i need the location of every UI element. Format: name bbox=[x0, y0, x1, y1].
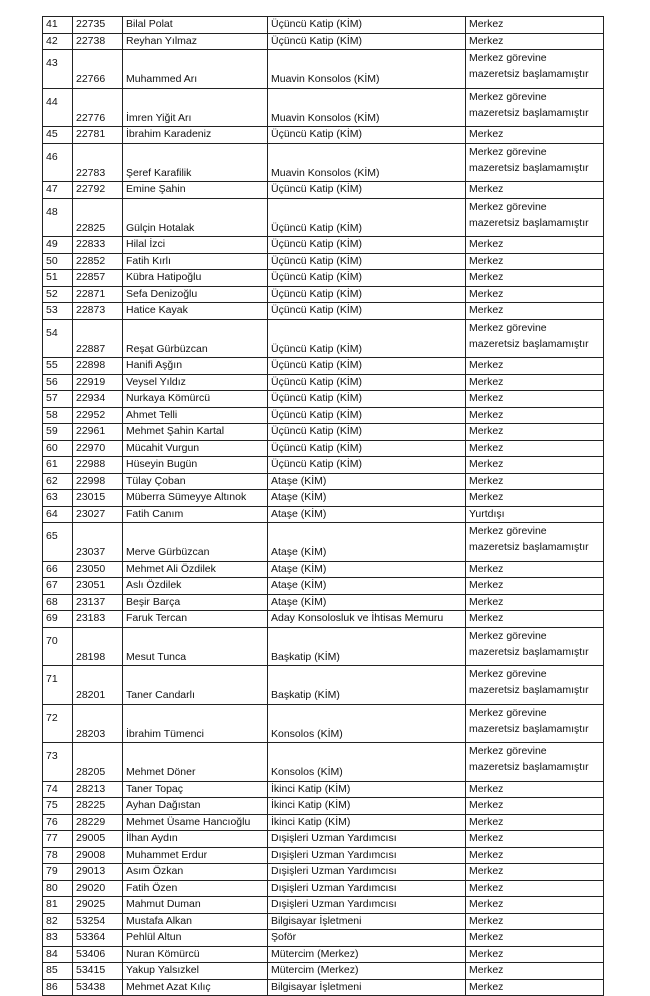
row-number-cell: 47 bbox=[43, 182, 73, 199]
table-row bbox=[43, 127, 604, 144]
row-number-cell: 70 bbox=[43, 627, 73, 666]
registry-number-cell: 22961 bbox=[73, 424, 123, 441]
status-cell: Merkez görevine mazeretsiz başlamamıştır bbox=[466, 143, 604, 182]
status-cell: Merkez bbox=[466, 424, 604, 441]
row-number-cell: 82 bbox=[43, 913, 73, 930]
job-title-cell: Ataşe (KİM) bbox=[268, 578, 466, 595]
row-number-cell: 79 bbox=[43, 864, 73, 881]
job-title-cell: Üçüncü Katip (KİM) bbox=[268, 127, 466, 144]
name-cell: Ayhan Dağıstan bbox=[123, 798, 268, 815]
name-cell: Mehmet Ali Özdilek bbox=[123, 561, 268, 578]
table-row bbox=[43, 50, 604, 89]
registry-number-cell: 22776 bbox=[73, 88, 123, 127]
registry-number-cell: 28198 bbox=[73, 627, 123, 666]
registry-number-cell: 22934 bbox=[73, 391, 123, 408]
job-title-cell: Şoför bbox=[268, 930, 466, 947]
registry-number-cell: 22970 bbox=[73, 440, 123, 457]
name-cell: Taner Candarlı bbox=[123, 666, 268, 705]
status-cell: Merkez bbox=[466, 781, 604, 798]
name-cell: Muhammet Erdur bbox=[123, 847, 268, 864]
registry-number-cell: 22871 bbox=[73, 286, 123, 303]
registry-number-cell: 22833 bbox=[73, 237, 123, 254]
table-row bbox=[43, 286, 604, 303]
name-cell: Faruk Tercan bbox=[123, 611, 268, 628]
row-number-cell: 72 bbox=[43, 704, 73, 743]
name-cell: Hüseyin Bugün bbox=[123, 457, 268, 474]
job-title-cell: Üçüncü Katip (KİM) bbox=[268, 391, 466, 408]
table-row bbox=[43, 743, 604, 782]
name-cell: Kübra Hatipoğlu bbox=[123, 270, 268, 287]
status-cell: Merkez bbox=[466, 490, 604, 507]
name-cell: Fatih Özen bbox=[123, 880, 268, 897]
status-cell: Merkez bbox=[466, 17, 604, 34]
registry-number-cell: 23015 bbox=[73, 490, 123, 507]
registry-number-cell: 22735 bbox=[73, 17, 123, 34]
table-row bbox=[43, 457, 604, 474]
status-cell: Merkez bbox=[466, 880, 604, 897]
status-cell: Merkez görevine mazeretsiz başlamamıştır bbox=[466, 50, 604, 89]
registry-number-cell: 29005 bbox=[73, 831, 123, 848]
name-cell: Bilal Polat bbox=[123, 17, 268, 34]
table-row bbox=[43, 506, 604, 523]
name-cell: Veysel Yıldız bbox=[123, 374, 268, 391]
table-row bbox=[43, 523, 604, 562]
row-number-cell: 71 bbox=[43, 666, 73, 705]
status-cell: Merkez bbox=[466, 897, 604, 914]
table-row bbox=[43, 374, 604, 391]
job-title-cell: Üçüncü Katip (KİM) bbox=[268, 440, 466, 457]
name-cell: Müberra Sümeyye Altınok bbox=[123, 490, 268, 507]
row-number-cell: 42 bbox=[43, 33, 73, 50]
table-row bbox=[43, 440, 604, 457]
table-row bbox=[43, 17, 604, 34]
row-number-cell: 55 bbox=[43, 358, 73, 375]
row-number-cell: 56 bbox=[43, 374, 73, 391]
name-cell: Merve Gürbüzcan bbox=[123, 523, 268, 562]
table-row bbox=[43, 473, 604, 490]
job-title-cell: Dışişleri Uzman Yardımcısı bbox=[268, 880, 466, 897]
status-cell: Merkez bbox=[466, 253, 604, 270]
job-title-cell: Üçüncü Katip (KİM) bbox=[268, 270, 466, 287]
table-row bbox=[43, 198, 604, 237]
row-number-cell: 41 bbox=[43, 17, 73, 34]
registry-number-cell: 28225 bbox=[73, 798, 123, 815]
registry-number-cell: 22988 bbox=[73, 457, 123, 474]
table-row bbox=[43, 182, 604, 199]
table-row bbox=[43, 627, 604, 666]
table-row bbox=[43, 237, 604, 254]
name-cell: Mehmet Şahin Kartal bbox=[123, 424, 268, 441]
status-cell: Merkez bbox=[466, 946, 604, 963]
job-title-cell: Bilgisayar İşletmeni bbox=[268, 913, 466, 930]
status-cell: Merkez bbox=[466, 930, 604, 947]
job-title-cell: Ataşe (KİM) bbox=[268, 490, 466, 507]
row-number-cell: 54 bbox=[43, 319, 73, 358]
registry-number-cell: 28203 bbox=[73, 704, 123, 743]
status-cell: Merkez bbox=[466, 611, 604, 628]
job-title-cell: Ataşe (KİM) bbox=[268, 523, 466, 562]
table-row bbox=[43, 897, 604, 914]
registry-number-cell: 23050 bbox=[73, 561, 123, 578]
job-title-cell: Ataşe (KİM) bbox=[268, 594, 466, 611]
name-cell: Şeref Karafilik bbox=[123, 143, 268, 182]
job-title-cell: İkinci Katip (KİM) bbox=[268, 814, 466, 831]
job-title-cell: Üçüncü Katip (KİM) bbox=[268, 182, 466, 199]
table-row bbox=[43, 814, 604, 831]
job-title-cell: Dışişleri Uzman Yardımcısı bbox=[268, 864, 466, 881]
table-row bbox=[43, 880, 604, 897]
name-cell: Reşat Gürbüzcan bbox=[123, 319, 268, 358]
registry-number-cell: 22952 bbox=[73, 407, 123, 424]
status-cell: Merkez bbox=[466, 391, 604, 408]
job-title-cell: Ataşe (KİM) bbox=[268, 473, 466, 490]
name-cell: Fatih Canım bbox=[123, 506, 268, 523]
registry-number-cell: 29013 bbox=[73, 864, 123, 881]
status-cell: Yurtdışı bbox=[466, 506, 604, 523]
name-cell: Beşir Barça bbox=[123, 594, 268, 611]
registry-number-cell: 23137 bbox=[73, 594, 123, 611]
row-number-cell: 53 bbox=[43, 303, 73, 320]
table-row bbox=[43, 303, 604, 320]
registry-number-cell: 22857 bbox=[73, 270, 123, 287]
registry-number-cell: 22919 bbox=[73, 374, 123, 391]
name-cell: Mehmet Azat Kılıç bbox=[123, 979, 268, 996]
registry-number-cell: 29008 bbox=[73, 847, 123, 864]
table-row bbox=[43, 561, 604, 578]
job-title-cell: Muavin Konsolos (KİM) bbox=[268, 143, 466, 182]
job-title-cell: Başkatip (KİM) bbox=[268, 627, 466, 666]
registry-number-cell: 23051 bbox=[73, 578, 123, 595]
row-number-cell: 77 bbox=[43, 831, 73, 848]
registry-number-cell: 23037 bbox=[73, 523, 123, 562]
name-cell: Reyhan Yılmaz bbox=[123, 33, 268, 50]
job-title-cell: Üçüncü Katip (KİM) bbox=[268, 33, 466, 50]
registry-number-cell: 22852 bbox=[73, 253, 123, 270]
job-title-cell: Üçüncü Katip (KİM) bbox=[268, 457, 466, 474]
row-number-cell: 61 bbox=[43, 457, 73, 474]
name-cell: İbrahim Karadeniz bbox=[123, 127, 268, 144]
name-cell: Mücahit Vurgun bbox=[123, 440, 268, 457]
registry-number-cell: 28205 bbox=[73, 743, 123, 782]
name-cell: Pehlül Altun bbox=[123, 930, 268, 947]
job-title-cell: İkinci Katip (KİM) bbox=[268, 798, 466, 815]
job-title-cell: Üçüncü Katip (KİM) bbox=[268, 374, 466, 391]
job-title-cell: Üçüncü Katip (KİM) bbox=[268, 358, 466, 375]
row-number-cell: 80 bbox=[43, 880, 73, 897]
registry-number-cell: 53254 bbox=[73, 913, 123, 930]
status-cell: Merkez bbox=[466, 270, 604, 287]
name-cell: Nurkaya Kömürcü bbox=[123, 391, 268, 408]
table-row bbox=[43, 594, 604, 611]
registry-number-cell: 22766 bbox=[73, 50, 123, 89]
row-number-cell: 76 bbox=[43, 814, 73, 831]
row-number-cell: 69 bbox=[43, 611, 73, 628]
name-cell: İmren Yiğit Arı bbox=[123, 88, 268, 127]
registry-number-cell: 22781 bbox=[73, 127, 123, 144]
status-cell: Merkez görevine mazeretsiz başlamamıştır bbox=[466, 704, 604, 743]
job-title-cell: Konsolos (KİM) bbox=[268, 743, 466, 782]
name-cell: Hanifi Aşğın bbox=[123, 358, 268, 375]
row-number-cell: 52 bbox=[43, 286, 73, 303]
status-cell: Merkez görevine mazeretsiz başlamamıştır bbox=[466, 743, 604, 782]
row-number-cell: 50 bbox=[43, 253, 73, 270]
status-cell: Merkez bbox=[466, 440, 604, 457]
job-title-cell: Mütercim (Merkez) bbox=[268, 963, 466, 980]
status-cell: Merkez görevine mazeretsiz başlamamıştır bbox=[466, 666, 604, 705]
table-row bbox=[43, 33, 604, 50]
table-row bbox=[43, 946, 604, 963]
status-cell: Merkez görevine mazeretsiz başlamamıştır bbox=[466, 198, 604, 237]
job-title-cell: Üçüncü Katip (KİM) bbox=[268, 286, 466, 303]
status-cell: Merkez bbox=[466, 303, 604, 320]
registry-number-cell: 22898 bbox=[73, 358, 123, 375]
status-cell: Merkez bbox=[466, 979, 604, 996]
name-cell: Aslı Özdilek bbox=[123, 578, 268, 595]
row-number-cell: 75 bbox=[43, 798, 73, 815]
row-number-cell: 48 bbox=[43, 198, 73, 237]
table-row bbox=[43, 490, 604, 507]
row-number-cell: 66 bbox=[43, 561, 73, 578]
status-cell: Merkez görevine mazeretsiz başlamamıştır bbox=[466, 319, 604, 358]
registry-number-cell: 22873 bbox=[73, 303, 123, 320]
status-cell: Merkez bbox=[466, 831, 604, 848]
table-row bbox=[43, 407, 604, 424]
name-cell: Tülay Çoban bbox=[123, 473, 268, 490]
row-number-cell: 44 bbox=[43, 88, 73, 127]
row-number-cell: 62 bbox=[43, 473, 73, 490]
status-cell: Merkez bbox=[466, 286, 604, 303]
row-number-cell: 85 bbox=[43, 963, 73, 980]
name-cell: Mesut Tunca bbox=[123, 627, 268, 666]
row-number-cell: 83 bbox=[43, 930, 73, 947]
name-cell: Hatice Kayak bbox=[123, 303, 268, 320]
status-cell: Merkez bbox=[466, 847, 604, 864]
status-cell: Merkez görevine mazeretsiz başlamamıştır bbox=[466, 627, 604, 666]
registry-number-cell: 22998 bbox=[73, 473, 123, 490]
job-title-cell: Mütercim (Merkez) bbox=[268, 946, 466, 963]
name-cell: Mahmut Duman bbox=[123, 897, 268, 914]
row-number-cell: 43 bbox=[43, 50, 73, 89]
registry-number-cell: 29020 bbox=[73, 880, 123, 897]
registry-number-cell: 28213 bbox=[73, 781, 123, 798]
registry-number-cell: 22825 bbox=[73, 198, 123, 237]
name-cell: Mehmet Üsame Hancıoğlu bbox=[123, 814, 268, 831]
name-cell: İbrahim Tümenci bbox=[123, 704, 268, 743]
name-cell: Emine Şahin bbox=[123, 182, 268, 199]
name-cell: Ahmet Telli bbox=[123, 407, 268, 424]
row-number-cell: 74 bbox=[43, 781, 73, 798]
name-cell: Mehmet Döner bbox=[123, 743, 268, 782]
registry-number-cell: 28229 bbox=[73, 814, 123, 831]
table-row bbox=[43, 319, 604, 358]
job-title-cell: Üçüncü Katip (KİM) bbox=[268, 237, 466, 254]
job-title-cell: Üçüncü Katip (KİM) bbox=[268, 407, 466, 424]
status-cell: Merkez bbox=[466, 814, 604, 831]
registry-number-cell: 22792 bbox=[73, 182, 123, 199]
job-title-cell: Üçüncü Katip (KİM) bbox=[268, 253, 466, 270]
status-cell: Merkez bbox=[466, 913, 604, 930]
registry-number-cell: 53415 bbox=[73, 963, 123, 980]
row-number-cell: 63 bbox=[43, 490, 73, 507]
status-cell: Merkez bbox=[466, 374, 604, 391]
table-row bbox=[43, 253, 604, 270]
status-cell: Merkez bbox=[466, 798, 604, 815]
status-cell: Merkez bbox=[466, 457, 604, 474]
row-number-cell: 67 bbox=[43, 578, 73, 595]
status-cell: Merkez bbox=[466, 594, 604, 611]
name-cell: Fatih Kırlı bbox=[123, 253, 268, 270]
table-row bbox=[43, 798, 604, 815]
status-cell: Merkez bbox=[466, 407, 604, 424]
table-row bbox=[43, 979, 604, 996]
status-cell: Merkez bbox=[466, 127, 604, 144]
job-title-cell: Ataşe (KİM) bbox=[268, 561, 466, 578]
name-cell: Gülçin Hotalak bbox=[123, 198, 268, 237]
name-cell: Muhammed Arı bbox=[123, 50, 268, 89]
table-row bbox=[43, 913, 604, 930]
row-number-cell: 58 bbox=[43, 407, 73, 424]
job-title-cell: Muavin Konsolos (KİM) bbox=[268, 88, 466, 127]
table-row bbox=[43, 88, 604, 127]
job-title-cell: Bilgisayar İşletmeni bbox=[268, 979, 466, 996]
name-cell: Hilal İzci bbox=[123, 237, 268, 254]
registry-number-cell: 22887 bbox=[73, 319, 123, 358]
table-row bbox=[43, 578, 604, 595]
status-cell: Merkez bbox=[466, 864, 604, 881]
job-title-cell: Dışişleri Uzman Yardımcısı bbox=[268, 897, 466, 914]
row-number-cell: 60 bbox=[43, 440, 73, 457]
row-number-cell: 81 bbox=[43, 897, 73, 914]
registry-number-cell: 53438 bbox=[73, 979, 123, 996]
job-title-cell: Üçüncü Katip (KİM) bbox=[268, 319, 466, 358]
row-number-cell: 51 bbox=[43, 270, 73, 287]
registry-number-cell: 23027 bbox=[73, 506, 123, 523]
table-row bbox=[43, 424, 604, 441]
status-cell: Merkez bbox=[466, 963, 604, 980]
job-title-cell: Aday Konsolosluk ve İhtisas Memuru bbox=[268, 611, 466, 628]
table-row bbox=[43, 831, 604, 848]
status-cell: Merkez görevine mazeretsiz başlamamıştır bbox=[466, 523, 604, 562]
table-row bbox=[43, 270, 604, 287]
job-title-cell: Konsolos (KİM) bbox=[268, 704, 466, 743]
status-cell: Merkez bbox=[466, 237, 604, 254]
status-cell: Merkez bbox=[466, 473, 604, 490]
status-cell: Merkez bbox=[466, 358, 604, 375]
registry-number-cell: 23183 bbox=[73, 611, 123, 628]
table-row bbox=[43, 704, 604, 743]
table-row bbox=[43, 847, 604, 864]
name-cell: Yakup Yalsızkel bbox=[123, 963, 268, 980]
registry-number-cell: 22738 bbox=[73, 33, 123, 50]
job-title-cell: Ataşe (KİM) bbox=[268, 506, 466, 523]
registry-number-cell: 28201 bbox=[73, 666, 123, 705]
status-cell: Merkez bbox=[466, 33, 604, 50]
table-body bbox=[43, 17, 604, 996]
job-title-cell: Muavin Konsolos (KİM) bbox=[268, 50, 466, 89]
job-title-cell: İkinci Katip (KİM) bbox=[268, 781, 466, 798]
row-number-cell: 57 bbox=[43, 391, 73, 408]
job-title-cell: Dışişleri Uzman Yardımcısı bbox=[268, 831, 466, 848]
row-number-cell: 45 bbox=[43, 127, 73, 144]
table-row bbox=[43, 666, 604, 705]
registry-number-cell: 29025 bbox=[73, 897, 123, 914]
status-cell: Merkez bbox=[466, 578, 604, 595]
row-number-cell: 65 bbox=[43, 523, 73, 562]
job-title-cell: Üçüncü Katip (KİM) bbox=[268, 198, 466, 237]
row-number-cell: 86 bbox=[43, 979, 73, 996]
table-row bbox=[43, 611, 604, 628]
row-number-cell: 49 bbox=[43, 237, 73, 254]
status-cell: Merkez bbox=[466, 561, 604, 578]
row-number-cell: 73 bbox=[43, 743, 73, 782]
table-row bbox=[43, 358, 604, 375]
job-title-cell: Başkatip (KİM) bbox=[268, 666, 466, 705]
name-cell: Taner Topaç bbox=[123, 781, 268, 798]
table-row bbox=[43, 864, 604, 881]
status-cell: Merkez görevine mazeretsiz başlamamıştır bbox=[466, 88, 604, 127]
job-title-cell: Üçüncü Katip (KİM) bbox=[268, 424, 466, 441]
registry-number-cell: 53364 bbox=[73, 930, 123, 947]
job-title-cell: Üçüncü Katip (KİM) bbox=[268, 17, 466, 34]
name-cell: Sefa Denizoğlu bbox=[123, 286, 268, 303]
name-cell: İlhan Aydın bbox=[123, 831, 268, 848]
row-number-cell: 68 bbox=[43, 594, 73, 611]
table-row bbox=[43, 930, 604, 947]
row-number-cell: 64 bbox=[43, 506, 73, 523]
table-row bbox=[43, 143, 604, 182]
registry-number-cell: 53406 bbox=[73, 946, 123, 963]
personnel-table bbox=[42, 16, 604, 996]
job-title-cell: Dışişleri Uzman Yardımcısı bbox=[268, 847, 466, 864]
table-row bbox=[43, 391, 604, 408]
status-cell: Merkez bbox=[466, 182, 604, 199]
table-row bbox=[43, 781, 604, 798]
registry-number-cell: 22783 bbox=[73, 143, 123, 182]
name-cell: Asım Özkan bbox=[123, 864, 268, 881]
row-number-cell: 78 bbox=[43, 847, 73, 864]
table-row bbox=[43, 963, 604, 980]
name-cell: Nuran Kömürcü bbox=[123, 946, 268, 963]
row-number-cell: 84 bbox=[43, 946, 73, 963]
row-number-cell: 59 bbox=[43, 424, 73, 441]
job-title-cell: Üçüncü Katip (KİM) bbox=[268, 303, 466, 320]
row-number-cell: 46 bbox=[43, 143, 73, 182]
name-cell: Mustafa Alkan bbox=[123, 913, 268, 930]
